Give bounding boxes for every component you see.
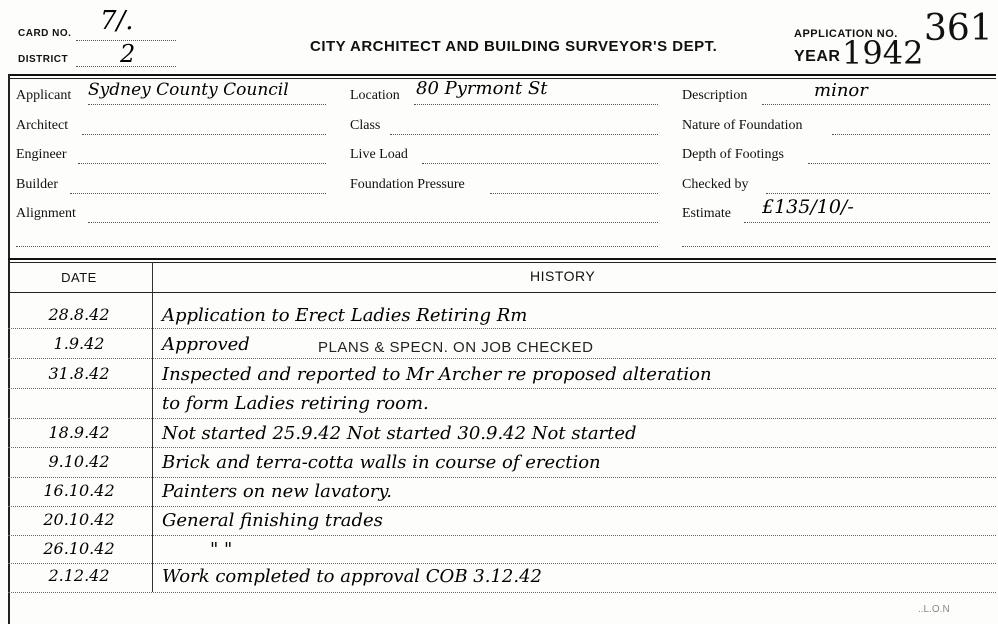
date-column-header: DATE bbox=[61, 270, 97, 285]
depth-of-footings-label: Depth of Footings bbox=[682, 147, 784, 162]
history-date: 16.10.42 bbox=[43, 481, 115, 500]
plans-checked-stamp: PLANS & SPECN. ON JOB CHECKED bbox=[318, 339, 594, 356]
history-column-header: HISTORY bbox=[530, 268, 596, 284]
description-label: Description bbox=[682, 88, 748, 103]
history-row bbox=[0, 364, 998, 394]
live-load-label: Live Load bbox=[350, 147, 408, 162]
history-entry: to form Ladies retiring room. bbox=[162, 393, 429, 414]
history-row bbox=[0, 423, 998, 453]
checked-by-label: Checked by bbox=[682, 177, 749, 192]
location-label: Location bbox=[350, 88, 400, 103]
year-value: 1942 bbox=[842, 34, 924, 72]
history-entry: General finishing trades bbox=[162, 510, 383, 531]
footer-mark: ..L.O.N bbox=[918, 604, 950, 615]
location-value: 80 Pyrmont St bbox=[416, 78, 548, 99]
history-entry: Inspected and reported to Mr Archer re proposed alteration bbox=[162, 364, 712, 385]
history-row bbox=[0, 539, 998, 569]
builder-label: Builder bbox=[16, 177, 58, 192]
history-date: 18.9.42 bbox=[48, 423, 110, 442]
history-date: 1.9.42 bbox=[53, 334, 105, 353]
history-date: 20.10.42 bbox=[43, 510, 115, 529]
history-entry: Approved bbox=[162, 334, 250, 355]
application-no-label: APPLICATION NO. bbox=[794, 28, 898, 40]
history-entry: Work completed to approval COB 3.12.42 bbox=[162, 566, 542, 587]
history-date: 9.10.42 bbox=[48, 452, 110, 471]
history-row bbox=[0, 305, 998, 335]
class-label: Class bbox=[350, 118, 381, 133]
applicant-label: Applicant bbox=[16, 88, 72, 103]
estimate-value: £135/10/- bbox=[762, 196, 854, 218]
history-date: 26.10.42 bbox=[43, 539, 115, 558]
application-no-value: 361 bbox=[924, 8, 993, 49]
architect-label: Architect bbox=[16, 118, 69, 133]
department-title: CITY ARCHITECT AND BUILDING SURVEYOR'S DEPT. bbox=[310, 38, 718, 55]
year-label: YEAR bbox=[794, 48, 841, 65]
alignment-label: Alignment bbox=[16, 206, 76, 221]
estimate-label: Estimate bbox=[682, 206, 731, 221]
history-entry: Painters on new lavatory. bbox=[162, 481, 392, 502]
card-no-label: CARD NO. bbox=[18, 28, 72, 39]
applicant-value: Sydney County Council bbox=[88, 80, 289, 100]
description-value: minor bbox=[814, 80, 868, 101]
nature-of-foundation-label: Nature of Foundation bbox=[682, 118, 803, 133]
district-value: 2 bbox=[120, 40, 136, 68]
history-entry: Brick and terra-cotta walls in course of erection bbox=[162, 452, 601, 473]
history-entry: " " bbox=[210, 539, 233, 560]
history-date: 2.12.42 bbox=[48, 566, 110, 585]
history-entry: Not started 25.9.42 Not started 30.9.42 Not started bbox=[162, 423, 637, 444]
engineer-label: Engineer bbox=[16, 147, 67, 162]
history-date: 28.8.42 bbox=[48, 305, 110, 324]
card-no-value: 7/. bbox=[100, 6, 134, 36]
district-label: DISTRICT bbox=[18, 54, 69, 65]
history-date: 31.8.42 bbox=[48, 364, 110, 383]
history-entry: Application to Erect Ladies Retiring Rm bbox=[162, 305, 528, 326]
foundation-pressure-label: Foundation Pressure bbox=[350, 177, 465, 192]
